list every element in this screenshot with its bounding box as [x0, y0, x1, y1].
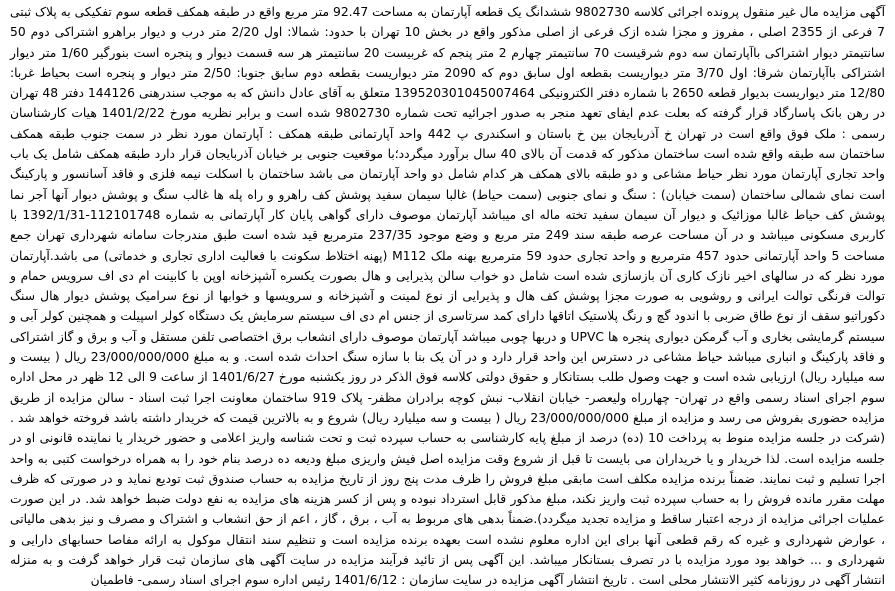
auction-notice — [5, 0, 890, 588]
auction-notice-text: آگهی مزایده مال غیر منقول پرونده اجرائی کلاسه 9802730 ششدانگ یک قطعه آپارتمان به مساحت 92.47 متر مربع واقع در طبقه همکف قطعه سوم تفکیکی به پلاک ثبتی 7 فرعی از 2355 اصلی ، مفروز و مجزا شده ازک فرعی از اصلی مذکور واقع در بخش 10 تهران با حدود: شمالا: اول 2/20 متر درب و دیوار براهرو اشتراکی دوم 50 سانتیمتر دیوار اشتراکی باآپارتمان سه دوم شرقیست 70 سانتیمتر چهارم 2 متر پنجم که غربیست 20 سانتیمتر هر سه قسمت دیوار و پنجره است بنورگیر 1/60 متر دیوار اشتراکی باآپارتمان شرقا: اول 3/70 متر دیواریست بقطعه اول سابق دوم که 2090 متر دیواریست بقطعه دوم سابق جنوبا: 2/50 متر دیوار و پنجره است بحیاط غربا: 12/80 متر دیواریست بدیوار قطعه 2650 با شماره دفتر الکترونیکی 139520301045007464 متعلق به آقای عادل دانش که به موجب سندرهنی 144126 دفتر 48 تهران در رهن بانک پاسارگاد قرار گرفته که بعلت عدم ایفای تعهد منجر به صدور اجرائیه تحت شماره 9802730 شده است و برابر نظریه مورخ 1401/2/22 هیات کارشناسان رسمی : ملک فوق واقع است در تهران خ آذربایجان بین خ باستان و اسکندری پ 442 واحد آپارتمانی طبقه همکف : آپارتمان مورد نظر در سمت جنوب طبقه همکف ساختمان سه طبقه واقع شده است ساختمان مذکور که قدمت آن بالای 40 سال برآورد میگردد؛با موقعیت جنوبی بر خیابان آذربایجان قرار دارد طبقه همکف شامل یک باب واحد تجاری آپارتمان مورد نظر حیاط مشاعی و دو طبقه بالای همکف هر کدام شامل دو واحد آپارتمان می باشد ساختمان با اسکلت نیمه فلزی و فاقد آسانسور و پارکینگ است نمای شمالی ساختمان (سمت خیابان) : سنگ و نمای جنوبی (سمت حیاط) غالبا سیمان سفید پوشش کف راهرو و راه پله ها غالب سنگ و پوشش دیوار آنها آجر نما پوشش کف حیاط غالبا موزائیک و دیوار آن سیمان سفید تخته ماله ای میباشد آپارتمان موصوف دارای گواهی پایان کار آپارتمانی به شماره 112101748-1392/1/31 با کاربری مسکونی میباشد و در آن مساحت عرصه طبقه سند 249 متر مربع و وضع موجود 237/35 مترمربع قید شده است طبق مندرجات سامانه شهرداری تهران جمع مساحت 5 واحد آپارتمانی حدود 457 مترمربع و واحد تجاری حدود 59 مترمربع بهنه ملک M112 (پهنه اختلاط سکونت با فعالیت اداری تجاری و خدماتی) می باشد.آپارتمان مورد نظر که در سالهای اخیر نازک کاری آن بازسازی شده است شامل دو خواب سالن پذیرایی و هال بصورت یکسره آشپزخانه اوپن با کابینت ام دی اف سرویس حمام و توالت فرنگی توالت ایرانی و روشویی به صورت مجزا پوشش کف هال و پذیرایی از نوع لمینت و آشپزخانه و سرویسها و خوابها از نوع سرامیک پوشش دیوار هال سنگ دکوراتیو سقف از نوع طاق ضربی با اندود گچ و رنگ پلاستیک اتاقها دارای کمد سرتاسری از جنس ام دی اف سیستم سرمایش یک دستگاه کولر اسپیلت و همچنین کولر آبی و سیستم گرمایشی بخاری و آب گرمکن دیواری پنجره ها UPVC و دربها چوبی میباشد آپارتمان موصوف دارای انشعاب برق اختصاصی تلفن مستقل و آب و برق و گاز اشتراکی و فاقد پارکینگ و انباری میباشد حیاط مشاعی در دسترس این واحد قرار دارد و در آن یک بنا با سازه سنگ احداث شده است. و به مبلغ 23/000/000/000 ریال ( بیست و سه میلیارد ریال) ارزیابی شده است و جهت وصول طلب بستانکار و حقوق دولتی کلاسه فوق الذکر در روز یکشنبه مورخ 1401/6/27 از ساعت 9 الی 12 ظهر در محل اداره سوم اجرای اسناد رسمی واقع در تهران- چهارراه ولیعصر- خیابان انقلاب- نبش کوچه برادران مظفر- پلاک 919 ساختمان معاونت اجرا ثبت اسناد - سالن مزایده از طریق مزایده حضوری بفروش می رسد و مزایده از مبلغ 23/000/000/000 ریال ( بیست و سه میلیارد ریال) شروع و به بالاترین قیمت که خریدار داشته باشد فروخته خواهد شد . (شرکت در جلسه مزایده منوط به پرداخت 10 (ده) درصد از مبلغ پایه کارشناسی به حساب سپرده ثبت و تحت شناسه واریز اعلامی و حضور خریدار یا نماینده قانونی او در جلسه مزایده است. لذا خریدار و یا خریداران می بایست تا قبل از شروع وقت مزایده اصل فیش واریزی مبلغ ودیعه ده درصد بنام خود را به همراه درخواست کتبی به واحد اجرا تسلیم و ثبت نمایند. ضمناً برنده مزایده مکلف است مابقی مبلغ فروش را ظرف مدت پنج روز از تاریخ مزایده به حساب صندوق ثبت تودیع نماید و در صورتی که ظرف مهلت مقرر مانده فروش را به حساب سپرده ثبت واریز نکند، مبلغ مذکور قابل استرداد نبوده و پس از کسر هزینه های مزایده به نفع دولت ضبط خواهد شد. در این صورت عملیات اجرائی مزایده از درجه اعتبار ساقط و مزایده تجدید میگردد).ضمناً بدهی های مربوط به آب ، برق ، گاز ، اعم از حق انشعاب و اشتراک و مصرف و نیز بدهی مالیاتی ، عوارض شهرداری و غیره که رقم قطعی آنها برای این اداره معلوم نشده است بعهده برنده مزایده است و تنظیم سند انتقال موکول به ارائه مفاصا حسابهای دارایی و شهرداری و ... خواهد بود مورد مزایده با در تصرف بستانکار میباشد. این آگهی پس از تائید فرآیند مزایده در سایت آگهی های سازمان ثبت قرار خواهد گرفت و به منزله انتشار آگهی در روزنامه کثیر الانتشار محلی است . تاریخ انتشار آگهی مزایده در سایت سازمان : 1401/6/12 رئیس اداره سوم اجرای اسناد رسمی- فاطمیان — [10, 5, 886, 588]
